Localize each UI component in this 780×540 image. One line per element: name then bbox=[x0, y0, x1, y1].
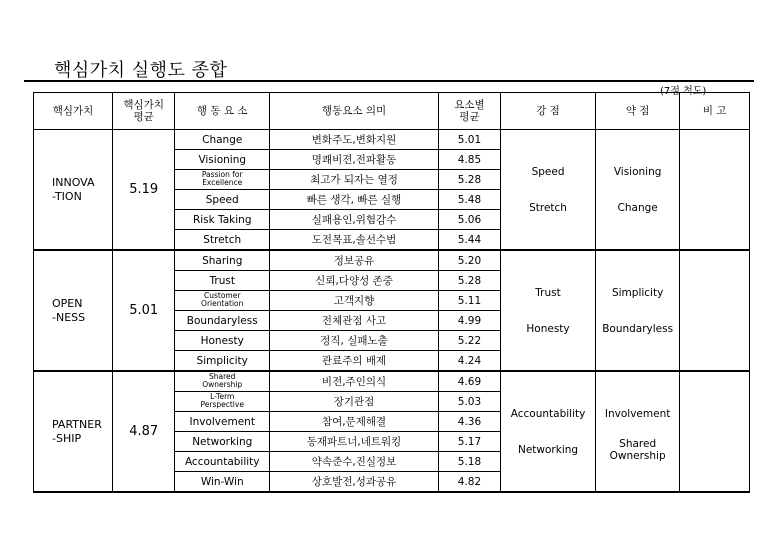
core-value-avg bbox=[113, 130, 175, 251]
element-name-text: Win-Win bbox=[200, 475, 244, 488]
element-meaning bbox=[270, 432, 439, 452]
element-name-text: Stretch bbox=[203, 233, 242, 246]
element-meaning bbox=[270, 150, 439, 170]
element-name-text: Change bbox=[202, 133, 243, 146]
core-value-name-line1: OPEN bbox=[52, 296, 83, 310]
element-meaning-text: 신뢰,다양성 존중 bbox=[315, 275, 393, 287]
strength-list bbox=[501, 275, 595, 347]
element-name-line1: Customer bbox=[204, 291, 241, 300]
header-meaning: 행동요소 의미 bbox=[270, 93, 439, 130]
element-score bbox=[438, 170, 500, 190]
weakness-list bbox=[596, 396, 679, 468]
page-title: 핵심가치 실행도 종합 bbox=[54, 60, 228, 81]
element-meaning bbox=[270, 250, 439, 271]
element-name-small bbox=[201, 292, 243, 308]
strength-list bbox=[501, 396, 595, 468]
header-row bbox=[34, 93, 750, 130]
element-meaning-text: 고객지향 bbox=[333, 295, 375, 307]
element-score bbox=[438, 150, 500, 170]
element-score bbox=[438, 331, 500, 351]
element-score bbox=[438, 250, 500, 271]
element-score-value: 5.03 bbox=[457, 395, 482, 408]
element-score-value: 5.48 bbox=[457, 193, 482, 206]
header-strength: 강 점 bbox=[501, 93, 596, 130]
strength-cell bbox=[501, 371, 596, 492]
element-meaning-text: 전체관점 사고 bbox=[321, 315, 387, 327]
header-core-value: 핵심가치 bbox=[34, 93, 113, 130]
core-value-avg-value: 4.87 bbox=[129, 424, 159, 439]
table-row bbox=[34, 130, 750, 150]
element-meaning-text: 동재파트너,네트워킹 bbox=[306, 436, 402, 448]
element-score bbox=[438, 371, 500, 392]
core-value-name-line1: INNOVA bbox=[52, 175, 95, 189]
element-meaning bbox=[270, 371, 439, 392]
element-meaning-text: 정직, 실패노출 bbox=[320, 335, 388, 347]
element-score-value: 4.99 bbox=[457, 314, 482, 327]
element-score-value: 4.36 bbox=[457, 415, 482, 428]
element-name-line2: Ownership bbox=[202, 380, 243, 389]
header-element-avg bbox=[438, 93, 500, 130]
core-value-name bbox=[34, 130, 113, 251]
element-name-text: Visioning bbox=[198, 153, 247, 166]
element-score-value: 4.82 bbox=[457, 475, 482, 488]
element-meaning-text: 관료주의 배제 bbox=[321, 355, 387, 367]
strength-list bbox=[501, 154, 595, 226]
weakness-list bbox=[596, 154, 679, 226]
element-name-small bbox=[202, 373, 242, 389]
element-name-small bbox=[201, 393, 244, 409]
element-meaning bbox=[270, 170, 439, 190]
element-score bbox=[438, 210, 500, 230]
core-value-name bbox=[34, 371, 113, 492]
element-meaning bbox=[270, 311, 439, 331]
element-name bbox=[175, 392, 270, 412]
element-score-value: 5.06 bbox=[457, 213, 482, 226]
element-score-value: 5.44 bbox=[457, 233, 482, 246]
element-meaning bbox=[270, 452, 439, 472]
note-cell bbox=[680, 130, 750, 251]
note-cell bbox=[680, 371, 750, 492]
weakness-list bbox=[596, 275, 679, 347]
element-name-text: Honesty bbox=[200, 334, 244, 347]
core-value-avg-value: 5.01 bbox=[129, 303, 159, 318]
element-name bbox=[175, 331, 270, 351]
element-meaning bbox=[270, 472, 439, 493]
element-name-text: Boundaryless bbox=[186, 314, 258, 327]
element-name bbox=[175, 190, 270, 210]
header-core-avg bbox=[113, 93, 175, 130]
element-score bbox=[438, 130, 500, 150]
element-name bbox=[175, 351, 270, 372]
element-meaning bbox=[270, 412, 439, 432]
weakness-item-1: Involvement bbox=[604, 407, 671, 420]
weakness-cell bbox=[595, 130, 679, 251]
element-score-value: 5.11 bbox=[457, 294, 482, 307]
element-meaning bbox=[270, 230, 439, 251]
core-value-name-line1: PARTNER bbox=[52, 417, 102, 431]
element-name-text: Risk Taking bbox=[192, 213, 252, 226]
element-meaning bbox=[270, 130, 439, 150]
element-name-line1: Passion for bbox=[201, 170, 243, 179]
element-score-value: 5.28 bbox=[457, 173, 482, 186]
core-value-avg bbox=[113, 371, 175, 492]
element-name-text: Networking bbox=[192, 435, 253, 448]
element-score bbox=[438, 452, 500, 472]
element-name bbox=[175, 452, 270, 472]
header-core-avg-line2: 평균 bbox=[133, 111, 154, 123]
note-cell bbox=[680, 250, 750, 371]
scale-note: (7점 척도) bbox=[660, 86, 707, 97]
core-value-name-line2: -TION bbox=[52, 189, 82, 203]
element-name bbox=[175, 250, 270, 271]
element-meaning-text: 참여,문제해결 bbox=[321, 416, 387, 428]
element-name bbox=[175, 170, 270, 190]
element-meaning bbox=[270, 291, 439, 311]
strength-item-2: Stretch bbox=[529, 201, 567, 214]
element-name bbox=[175, 311, 270, 331]
element-meaning bbox=[270, 331, 439, 351]
core-value-name-line2: -NESS bbox=[52, 310, 86, 324]
element-name bbox=[175, 412, 270, 432]
element-name bbox=[175, 291, 270, 311]
core-value-table bbox=[33, 92, 750, 493]
weakness-item-2 bbox=[610, 438, 666, 462]
strength-cell bbox=[501, 130, 596, 251]
element-meaning-text: 명쾌비젼,전파활동 bbox=[311, 154, 397, 166]
element-score bbox=[438, 472, 500, 493]
table-row bbox=[34, 371, 750, 392]
element-meaning bbox=[270, 351, 439, 372]
header-note: 비 고 bbox=[680, 93, 750, 130]
element-name-text: Trust bbox=[209, 274, 235, 287]
element-score-value: 4.85 bbox=[457, 153, 482, 166]
core-value-name-line2: -SHIP bbox=[52, 431, 82, 445]
element-meaning-text: 비전,주인의식 bbox=[321, 376, 387, 388]
weakness-cell bbox=[595, 371, 679, 492]
element-score bbox=[438, 351, 500, 372]
strength-item-1: Accountability bbox=[510, 407, 586, 420]
strength-item-1: Trust bbox=[535, 286, 561, 299]
element-meaning bbox=[270, 210, 439, 230]
element-meaning-text: 정보공유 bbox=[333, 255, 375, 267]
element-meaning bbox=[270, 190, 439, 210]
header-core-avg-line1: 핵심가치 bbox=[123, 99, 164, 111]
element-name-text: Speed bbox=[205, 193, 239, 206]
strength-item-1: Speed bbox=[531, 165, 565, 178]
element-meaning-text: 상호발전,성과공유 bbox=[311, 476, 397, 488]
element-name-line1: L-Term bbox=[210, 392, 235, 401]
element-name-line2: Perspective bbox=[200, 400, 244, 409]
element-score-value: 4.24 bbox=[457, 354, 482, 367]
strength-item-2: Networking bbox=[517, 443, 579, 456]
element-name bbox=[175, 150, 270, 170]
element-meaning bbox=[270, 392, 439, 412]
strength-cell bbox=[501, 250, 596, 371]
table-row bbox=[34, 250, 750, 271]
core-value-avg bbox=[113, 250, 175, 371]
element-name bbox=[175, 210, 270, 230]
element-score bbox=[438, 190, 500, 210]
title-underline bbox=[24, 80, 754, 82]
element-name bbox=[175, 230, 270, 251]
element-name bbox=[175, 271, 270, 291]
element-meaning-text: 약속준수,진실정보 bbox=[311, 456, 397, 468]
element-name-line1: Shared bbox=[209, 372, 236, 381]
element-score bbox=[438, 311, 500, 331]
header-element: 행 동 요 소 bbox=[175, 93, 270, 130]
element-score bbox=[438, 230, 500, 251]
element-name-line2: Orientation bbox=[201, 299, 244, 308]
element-score-value: 5.18 bbox=[457, 455, 482, 468]
element-meaning-text: 실패용인,위험감수 bbox=[311, 214, 397, 226]
weakness-item-2-line2: Ownership bbox=[609, 449, 666, 462]
element-name bbox=[175, 472, 270, 493]
weakness-cell bbox=[595, 250, 679, 371]
weakness-item-2: Boundaryless bbox=[602, 322, 674, 335]
element-score bbox=[438, 291, 500, 311]
element-score-value: 4.69 bbox=[457, 375, 482, 388]
element-score bbox=[438, 271, 500, 291]
weakness-item-2: Change bbox=[617, 201, 658, 214]
element-score-value: 5.01 bbox=[457, 133, 482, 146]
element-meaning-text: 최고가 되자는 열정 bbox=[310, 174, 398, 186]
element-name-small bbox=[202, 171, 243, 187]
element-name-line2: Excellence bbox=[202, 178, 243, 187]
weakness-item-1: Simplicity bbox=[611, 286, 664, 299]
element-name-text: Accountability bbox=[184, 455, 260, 468]
element-name bbox=[175, 130, 270, 150]
element-meaning-text: 변화주도,변화지원 bbox=[311, 134, 397, 146]
element-score-value: 5.20 bbox=[457, 254, 482, 267]
element-score-value: 5.17 bbox=[457, 435, 482, 448]
element-score-value: 5.22 bbox=[457, 334, 482, 347]
element-name-text: Simplicity bbox=[196, 354, 248, 367]
core-value-avg-value: 5.19 bbox=[129, 182, 159, 197]
element-meaning-text: 장기관점 bbox=[333, 396, 375, 408]
element-name bbox=[175, 371, 270, 392]
header-element-avg-line2: 평균 bbox=[459, 111, 480, 123]
element-score bbox=[438, 392, 500, 412]
strength-item-2: Honesty bbox=[526, 322, 570, 335]
element-score-value: 5.28 bbox=[457, 274, 482, 287]
element-name-text: Involvement bbox=[189, 415, 255, 428]
element-name-text: Sharing bbox=[202, 254, 243, 267]
element-meaning-text: 빠른 생각, 빠른 실행 bbox=[306, 194, 402, 206]
header-element-avg-line1: 요소별 bbox=[454, 99, 485, 111]
element-meaning-text: 도전목표,솔선수범 bbox=[311, 234, 397, 246]
element-meaning bbox=[270, 271, 439, 291]
header-weakness: 약 점 bbox=[595, 93, 679, 130]
element-score bbox=[438, 432, 500, 452]
element-name bbox=[175, 432, 270, 452]
element-score bbox=[438, 412, 500, 432]
weakness-item-1: Visioning bbox=[613, 165, 662, 178]
core-value-name bbox=[34, 250, 113, 371]
weakness-item-2-line1: Shared bbox=[619, 437, 657, 450]
